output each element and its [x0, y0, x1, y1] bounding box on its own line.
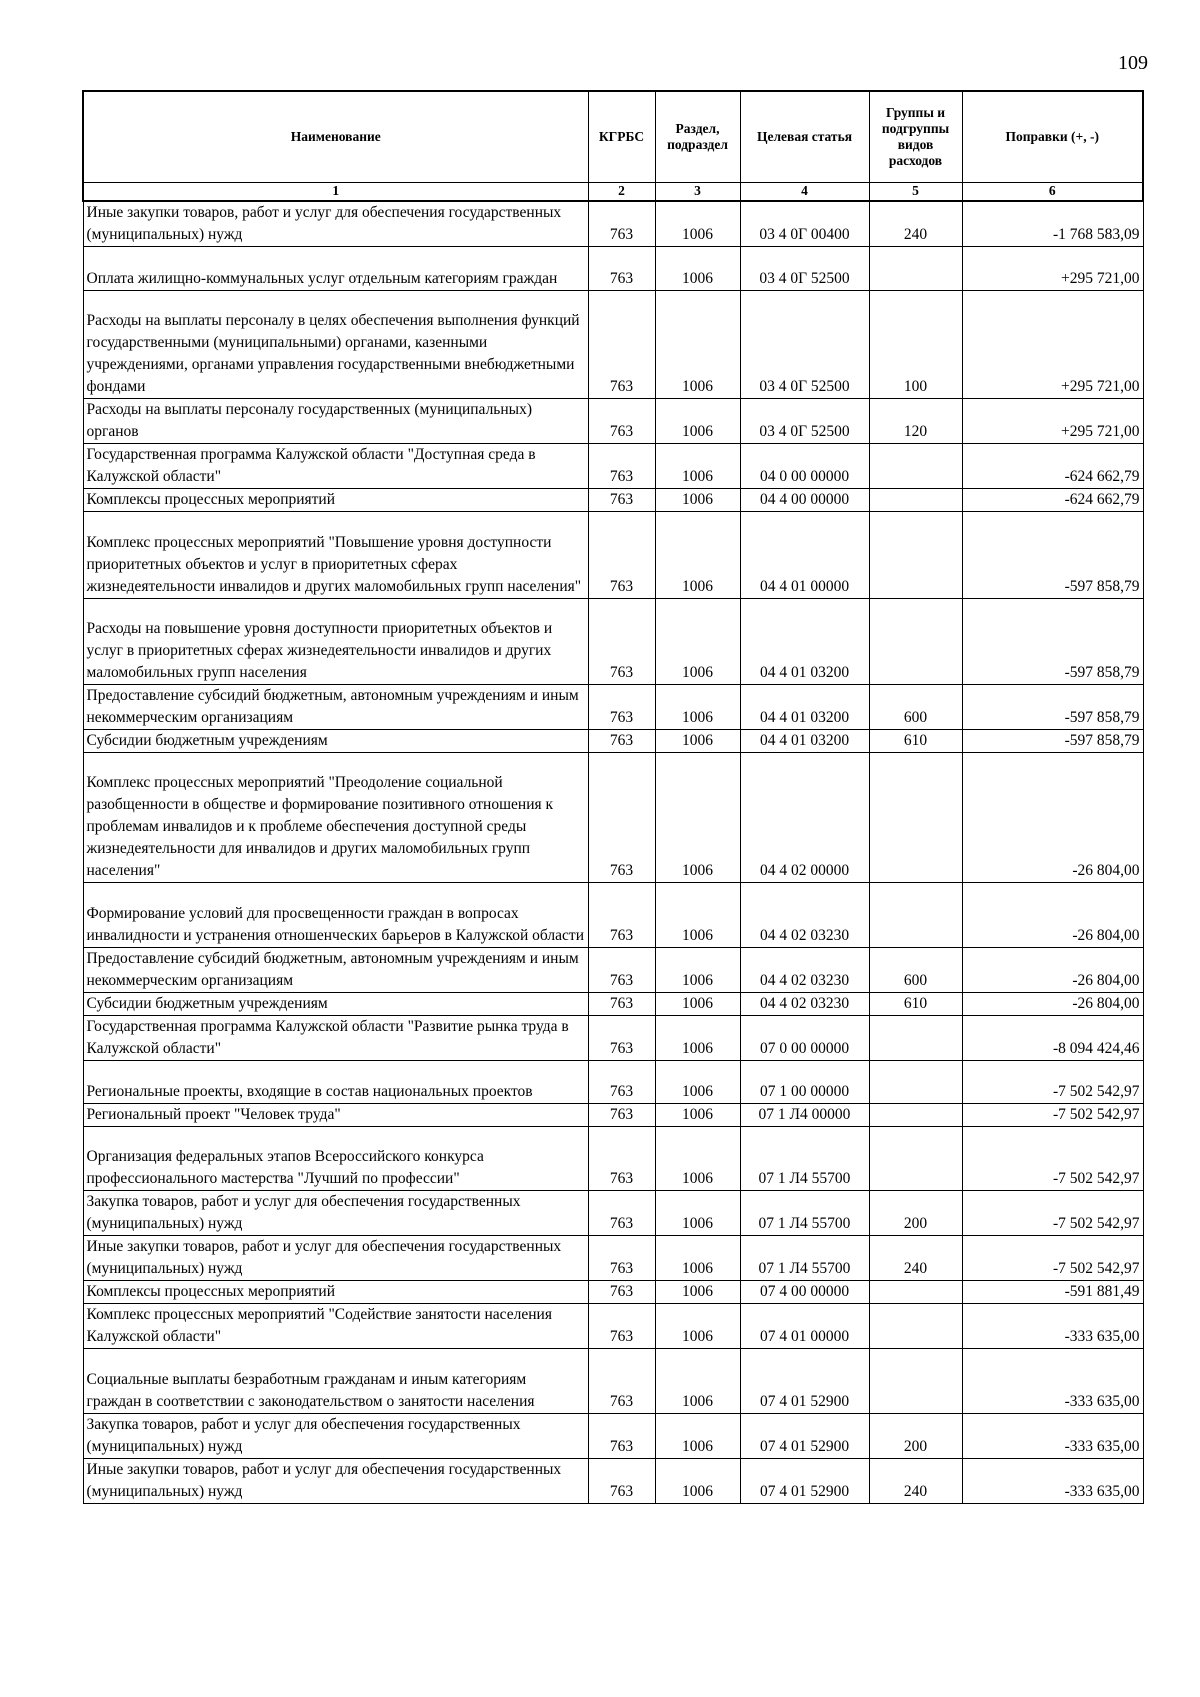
row-kgrbs: 763 [588, 599, 655, 685]
row-section: 1006 [655, 599, 740, 685]
table-row [83, 1349, 1143, 1414]
table-row [83, 753, 1143, 883]
row-section: 1006 [655, 753, 740, 883]
row-group [869, 489, 962, 512]
row-name: Закупка товаров, работ и услуг для обеспечения государственных (муниципальных) нужд [83, 1191, 588, 1236]
table-row [83, 1281, 1143, 1304]
row-group [869, 599, 962, 685]
row-amount: -7 502 542,97 [962, 1127, 1143, 1191]
table-row [83, 1061, 1143, 1104]
row-target: 04 4 02 03230 [740, 883, 869, 948]
row-amount: -597 858,79 [962, 730, 1143, 753]
row-name: Иные закупки товаров, работ и услуг для обеспечения государственных (муниципальных) нужд [83, 1459, 588, 1504]
row-amount: -26 804,00 [962, 883, 1143, 948]
row-target: 03 4 0Г 52500 [740, 399, 869, 444]
row-section: 1006 [655, 883, 740, 948]
row-group [869, 753, 962, 883]
row-target: 07 4 00 00000 [740, 1281, 869, 1304]
row-amount: -26 804,00 [962, 753, 1143, 883]
table-header [83, 91, 1143, 201]
row-target: 07 0 00 00000 [740, 1016, 869, 1061]
row-kgrbs: 763 [588, 1459, 655, 1504]
row-group: 600 [869, 685, 962, 730]
row-kgrbs: 763 [588, 1281, 655, 1304]
row-kgrbs: 763 [588, 753, 655, 883]
row-name: Иные закупки товаров, работ и услуг для обеспечения государственных (муниципальных) нужд [83, 201, 588, 247]
row-section: 1006 [655, 685, 740, 730]
table-row [83, 685, 1143, 730]
row-group [869, 1304, 962, 1349]
row-amount: -26 804,00 [962, 993, 1143, 1016]
table-row [83, 599, 1143, 685]
row-name: Предоставление субсидий бюджетным, автономным учреждениям и иным некоммерческим организациям [83, 948, 588, 993]
table-row [83, 512, 1143, 599]
row-amount: -624 662,79 [962, 489, 1143, 512]
row-name: Расходы на выплаты персоналу государственных (муниципальных) органов [83, 399, 588, 444]
row-section: 1006 [655, 1459, 740, 1504]
table-row [83, 1414, 1143, 1459]
row-amount: -624 662,79 [962, 444, 1143, 489]
row-kgrbs: 763 [588, 1304, 655, 1349]
row-target: 07 1 Л4 55700 [740, 1127, 869, 1191]
row-section: 1006 [655, 247, 740, 291]
row-kgrbs: 763 [588, 1236, 655, 1281]
table-row [83, 247, 1143, 291]
row-group: 600 [869, 948, 962, 993]
row-amount: -597 858,79 [962, 599, 1143, 685]
row-target: 07 1 Л4 00000 [740, 1104, 869, 1127]
row-kgrbs: 763 [588, 1016, 655, 1061]
budget-table [82, 90, 1144, 1504]
row-section: 1006 [655, 291, 740, 399]
row-section: 1006 [655, 730, 740, 753]
row-kgrbs: 763 [588, 489, 655, 512]
row-target: 07 1 Л4 55700 [740, 1236, 869, 1281]
row-section: 1006 [655, 1236, 740, 1281]
table-row [83, 948, 1143, 993]
row-name: Формирование условий для просвещенности граждан в вопросах инвалидности и устранения отношенческих барьеров в Калужской области [83, 883, 588, 948]
row-kgrbs: 763 [588, 685, 655, 730]
row-kgrbs: 763 [588, 1191, 655, 1236]
row-target: 03 4 0Г 52500 [740, 291, 869, 399]
row-kgrbs: 763 [588, 247, 655, 291]
row-amount: +295 721,00 [962, 247, 1143, 291]
row-kgrbs: 763 [588, 1104, 655, 1127]
table-row [83, 993, 1143, 1016]
row-group: 240 [869, 1236, 962, 1281]
row-target: 04 4 02 03230 [740, 948, 869, 993]
row-target: 04 4 01 03200 [740, 685, 869, 730]
row-name: Расходы на выплаты персоналу в целях обеспечения выполнения функций государственными (муниципальными) органами, казенными учреждениями, органами управления государственными внебюджетными фондами [83, 291, 588, 399]
header-num-3: 3 [655, 183, 740, 202]
header-target: Целевая статья [740, 91, 869, 183]
row-name: Комплекс процессных мероприятий "Преодоление социальной разобщенности в обществе и формирование позитивного отношения к проблемам инвалидов и к проблеме обеспечения доступной среды жизнедеятельности для инвалидов и других маломобильных групп населения" [83, 753, 588, 883]
row-name: Комплексы процессных мероприятий [83, 1281, 588, 1304]
row-group [869, 1104, 962, 1127]
row-group: 240 [869, 201, 962, 247]
row-amount: -591 881,49 [962, 1281, 1143, 1304]
row-name: Государственная программа Калужской области "Развитие рынка труда в Калужской области" [83, 1016, 588, 1061]
row-section: 1006 [655, 489, 740, 512]
row-target: 07 4 01 00000 [740, 1304, 869, 1349]
row-group [869, 444, 962, 489]
row-section: 1006 [655, 993, 740, 1016]
header-num-1: 1 [83, 183, 588, 202]
row-group [869, 1127, 962, 1191]
row-target: 04 4 01 03200 [740, 730, 869, 753]
row-name: Оплата жилищно-коммунальных услуг отдельным категориям граждан [83, 247, 588, 291]
row-amount: -333 635,00 [962, 1414, 1143, 1459]
row-amount: +295 721,00 [962, 291, 1143, 399]
row-target: 04 4 02 00000 [740, 753, 869, 883]
row-group: 200 [869, 1414, 962, 1459]
row-name: Предоставление субсидий бюджетным, автономным учреждениям и иным некоммерческим организациям [83, 685, 588, 730]
row-section: 1006 [655, 1414, 740, 1459]
row-name: Комплексы процессных мероприятий [83, 489, 588, 512]
row-target: 07 1 00 00000 [740, 1061, 869, 1104]
row-group [869, 883, 962, 948]
row-target: 07 4 01 52900 [740, 1349, 869, 1414]
row-group: 610 [869, 730, 962, 753]
row-amount: -26 804,00 [962, 948, 1143, 993]
page-number: 109 [1118, 52, 1148, 74]
row-name: Региональный проект "Человек труда" [83, 1104, 588, 1127]
table-row [83, 1304, 1143, 1349]
row-section: 1006 [655, 399, 740, 444]
row-amount: -597 858,79 [962, 685, 1143, 730]
table-row [83, 399, 1143, 444]
table-row [83, 1191, 1143, 1236]
row-target: 03 4 0Г 00400 [740, 201, 869, 247]
row-kgrbs: 763 [588, 512, 655, 599]
row-group [869, 512, 962, 599]
header-groups: Группы и подгруппы видов расходов [869, 91, 962, 183]
row-group: 200 [869, 1191, 962, 1236]
row-section: 1006 [655, 512, 740, 599]
row-section: 1006 [655, 948, 740, 993]
row-name: Региональные проекты, входящие в состав национальных проектов [83, 1061, 588, 1104]
row-group: 120 [869, 399, 962, 444]
row-amount: -1 768 583,09 [962, 201, 1143, 247]
row-amount: -333 635,00 [962, 1459, 1143, 1504]
row-section: 1006 [655, 1349, 740, 1414]
row-amount: -7 502 542,97 [962, 1104, 1143, 1127]
row-amount: -333 635,00 [962, 1304, 1143, 1349]
row-group [869, 247, 962, 291]
header-section: Раздел, подраздел [655, 91, 740, 183]
row-target: 04 4 01 03200 [740, 599, 869, 685]
row-amount: -8 094 424,46 [962, 1016, 1143, 1061]
row-amount: -7 502 542,97 [962, 1191, 1143, 1236]
row-group: 100 [869, 291, 962, 399]
row-section: 1006 [655, 1016, 740, 1061]
table-row [83, 1104, 1143, 1127]
row-name: Иные закупки товаров, работ и услуг для обеспечения государственных (муниципальных) нужд [83, 1236, 588, 1281]
row-amount: +295 721,00 [962, 399, 1143, 444]
row-kgrbs: 763 [588, 1349, 655, 1414]
row-kgrbs: 763 [588, 291, 655, 399]
row-kgrbs: 763 [588, 1414, 655, 1459]
row-section: 1006 [655, 201, 740, 247]
header-amount: Поправки (+, -) [962, 91, 1143, 183]
row-section: 1006 [655, 1191, 740, 1236]
row-kgrbs: 763 [588, 883, 655, 948]
row-kgrbs: 763 [588, 1127, 655, 1191]
table-row [83, 1236, 1143, 1281]
row-amount: -597 858,79 [962, 512, 1143, 599]
row-target: 04 0 00 00000 [740, 444, 869, 489]
row-group: 610 [869, 993, 962, 1016]
row-group [869, 1281, 962, 1304]
row-kgrbs: 763 [588, 993, 655, 1016]
row-section: 1006 [655, 1281, 740, 1304]
row-kgrbs: 763 [588, 730, 655, 753]
row-name: Закупка товаров, работ и услуг для обеспечения государственных (муниципальных) нужд [83, 1414, 588, 1459]
row-group [869, 1061, 962, 1104]
row-name: Социальные выплаты безработным гражданам и иным категориям граждан в соответствии с законодательством о занятости населения [83, 1349, 588, 1414]
table-row [83, 883, 1143, 948]
row-section: 1006 [655, 444, 740, 489]
row-section: 1006 [655, 1304, 740, 1349]
row-name: Субсидии бюджетным учреждениям [83, 993, 588, 1016]
row-amount: -333 635,00 [962, 1349, 1143, 1414]
table-body [83, 201, 1143, 1504]
header-num-2: 2 [588, 183, 655, 202]
table-row [83, 730, 1143, 753]
header-num-4: 4 [740, 183, 869, 202]
header-kgrbs: КГРБС [588, 91, 655, 183]
row-amount: -7 502 542,97 [962, 1236, 1143, 1281]
table-row [83, 201, 1143, 247]
header-num-5: 5 [869, 183, 962, 202]
row-kgrbs: 763 [588, 948, 655, 993]
row-target: 07 4 01 52900 [740, 1414, 869, 1459]
table-row [83, 1016, 1143, 1061]
row-name: Расходы на повышение уровня доступности приоритетных объектов и услуг в приоритетных сферах жизнедеятельности инвалидов и других маломобильных групп населения [83, 599, 588, 685]
header-num-6: 6 [962, 183, 1143, 202]
row-name: Организация федеральных этапов Всероссийского конкурса профессионального мастерства "Лучший по профессии" [83, 1127, 588, 1191]
row-name: Государственная программа Калужской области "Доступная среда в Калужской области" [83, 444, 588, 489]
table-row [83, 291, 1143, 399]
row-kgrbs: 763 [588, 399, 655, 444]
row-amount: -7 502 542,97 [962, 1061, 1143, 1104]
header-name: Наименование [83, 91, 588, 183]
table-row [83, 489, 1143, 512]
row-name: Субсидии бюджетным учреждениям [83, 730, 588, 753]
row-target: 07 4 01 52900 [740, 1459, 869, 1504]
table-row [83, 444, 1143, 489]
row-target: 04 4 01 00000 [740, 512, 869, 599]
row-section: 1006 [655, 1104, 740, 1127]
row-section: 1006 [655, 1127, 740, 1191]
table-row [83, 1127, 1143, 1191]
row-name: Комплекс процессных мероприятий "Повышение уровня доступности приоритетных объектов и услуг в приоритетных сферах жизнедеятельности инвалидов и других маломобильных групп населения" [83, 512, 588, 599]
row-target: 03 4 0Г 52500 [740, 247, 869, 291]
row-target: 07 1 Л4 55700 [740, 1191, 869, 1236]
row-kgrbs: 763 [588, 1061, 655, 1104]
row-target: 04 4 00 00000 [740, 489, 869, 512]
row-kgrbs: 763 [588, 444, 655, 489]
row-name: Комплекс процессных мероприятий "Содействие занятости населения Калужской области" [83, 1304, 588, 1349]
table-row [83, 1459, 1143, 1504]
row-target: 04 4 02 03230 [740, 993, 869, 1016]
row-group [869, 1349, 962, 1414]
row-section: 1006 [655, 1061, 740, 1104]
row-kgrbs: 763 [588, 201, 655, 247]
row-group: 240 [869, 1459, 962, 1504]
row-group [869, 1016, 962, 1061]
